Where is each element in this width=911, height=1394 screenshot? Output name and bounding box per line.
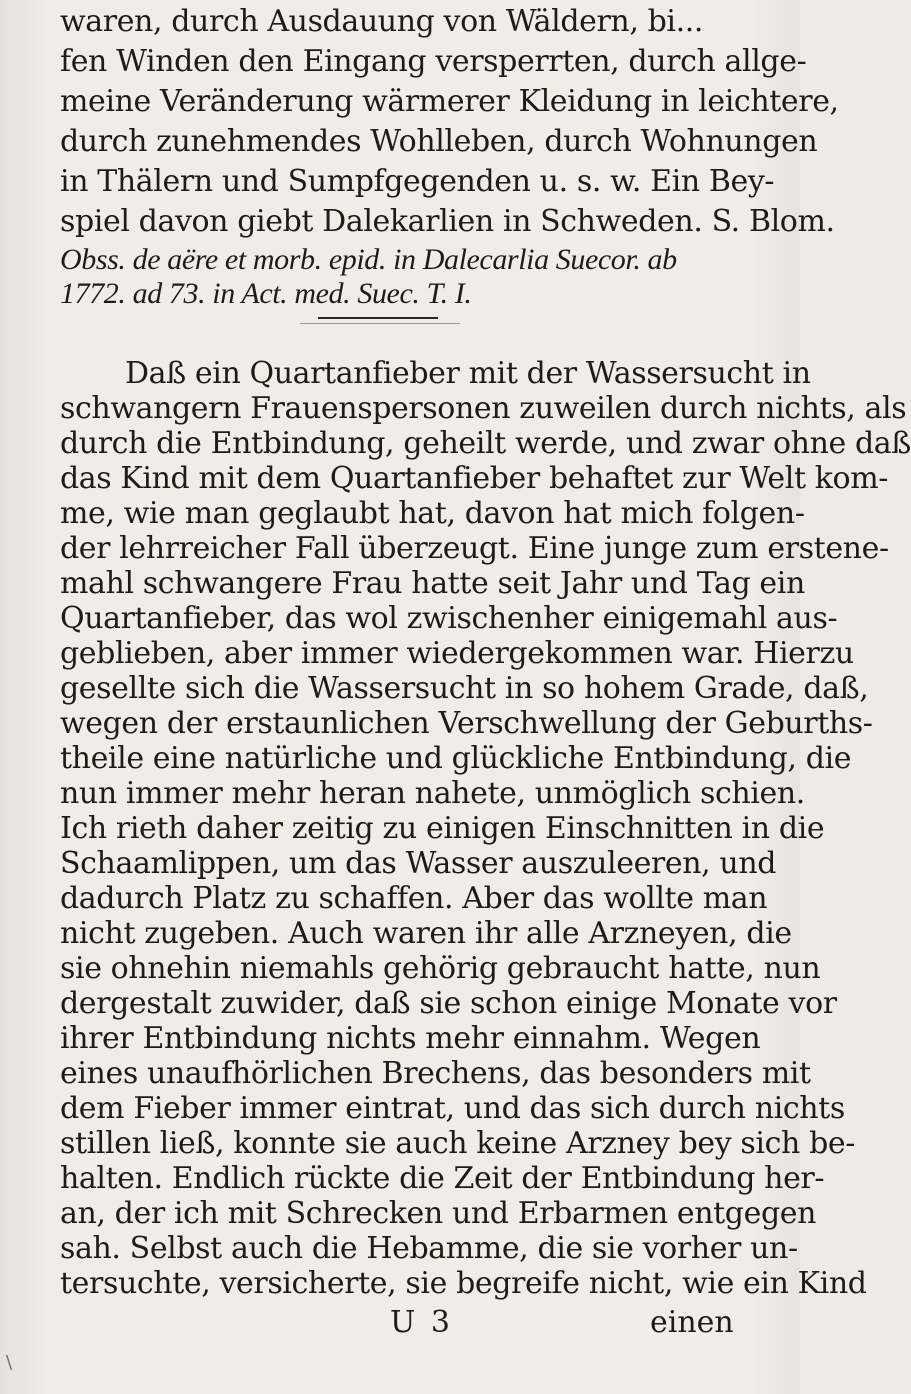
text-line: Schaamlippen, um das Wasser auszuleeren, und	[60, 846, 777, 881]
text-line: durch zunehmendes Wohlleben, durch Wohnungen	[60, 124, 818, 159]
text-line: fen Winden den Eingang versperrten, durch allge-	[60, 44, 807, 79]
text-line: dergestalt zuwider, daß sie schon einige Monate vor	[60, 986, 837, 1021]
text-line: spiel davon giebt Dalekarlien in Schweden. S. Blom.	[60, 204, 835, 239]
section-divider-faint	[300, 323, 460, 324]
text-line: Ich rieth daher zeitig zu einigen Einschnitten in die	[60, 811, 825, 846]
text-line: schwangern Frauenspersonen zuweilen durch nichts, als	[60, 391, 907, 426]
text-line: sah. Selbst auch die Hebamme, die sie vorher un-	[60, 1231, 798, 1266]
text-line: geblieben, aber immer wiedergekommen war. Hierzu	[60, 636, 854, 671]
text-line: Quartanfieber, das wol zwischenher einigemahl aus-	[60, 601, 838, 636]
text-line: gesellte sich die Wassersucht in so hohem Grade, daß,	[60, 671, 869, 706]
text-line: das Kind mit dem Quartanfieber behaftet zur Welt kom-	[60, 461, 888, 496]
text-line: waren, durch Ausdauung von Wäldern, bi...	[60, 4, 704, 39]
text-line: Daß ein Quartanfieber mit der Wassersucht in	[125, 356, 811, 391]
text-line: Obss. de aëre et morb. epid. in Dalecarlia Suecor. ab	[60, 243, 677, 276]
text-line: sie ohnehin niemahls gehörig gebraucht hatte, nun	[60, 951, 821, 986]
catchword: einen	[650, 1305, 734, 1340]
text-line: nicht zugeben. Auch waren ihr alle Arzneyen, die	[60, 916, 792, 951]
text-line: meine Veränderung wärmerer Kleidung in leichtere,	[60, 84, 839, 119]
text-line: dadurch Platz zu schaffen. Aber das wollte man	[60, 881, 768, 916]
text-line: wegen der erstaunlichen Verschwellung der Geburths-	[60, 706, 873, 741]
text-line: tersuchte, versicherte, sie begreife nicht, wie ein Kind	[60, 1266, 867, 1301]
text-line: an, der ich mit Schrecken und Erbarmen entgegen	[60, 1196, 817, 1231]
text-line: 1772. ad 73. in Act. med. Suec. T. I.	[60, 277, 472, 310]
text-line: me, wie man geglaubt hat, davon hat mich folgen-	[60, 496, 805, 531]
text-line: ihrer Entbindung nichts mehr einnahm. Wegen	[60, 1021, 761, 1056]
text-line: stillen ließ, konnte sie auch keine Arzney bey sich be-	[60, 1126, 855, 1161]
text-line: theile eine natürliche und glückliche Entbindung, die	[60, 741, 852, 776]
text-line: dem Fieber immer eintrat, und das sich durch nichts	[60, 1091, 845, 1126]
text-line: durch die Entbindung, geheilt werde, und zwar ohne daß	[60, 426, 911, 461]
text-line: halten. Endlich rückte die Zeit der Entbindung her-	[60, 1161, 825, 1196]
text-line: mahl schwangere Frau hatte seit Jahr und Tag ein	[60, 566, 805, 601]
text-line: in Thälern und Sumpfgegenden u. s. w. Ein Bey-	[60, 164, 775, 199]
text-line: eines unaufhörlichen Brechens, das besonders mit	[60, 1056, 811, 1091]
text-line: nun immer mehr heran nahete, unmöglich schien.	[60, 776, 805, 811]
text-line: der lehrreicher Fall überzeugt. Eine junge zum erstene-	[60, 531, 889, 566]
section-divider	[318, 317, 438, 319]
signature-mark: U 3	[390, 1305, 453, 1340]
margin-mark: \	[6, 1352, 13, 1373]
